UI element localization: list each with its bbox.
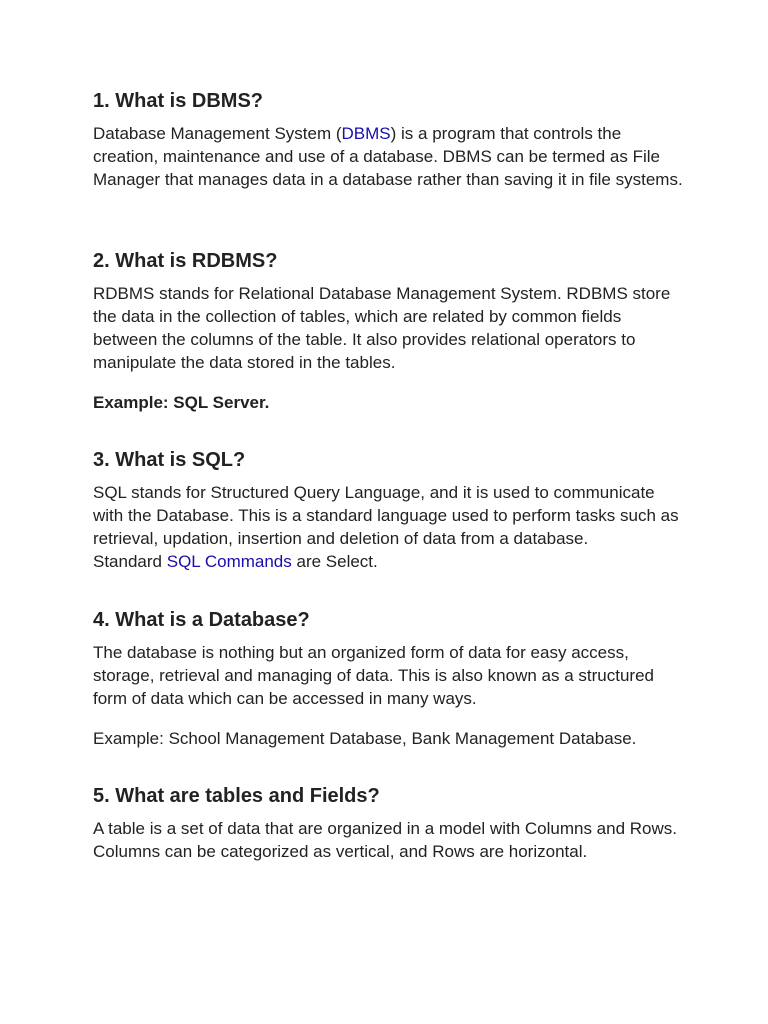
question-title: 3. What is SQL? bbox=[93, 449, 246, 471]
question-title: 1. What is DBMS? bbox=[93, 90, 264, 112]
dbms-link[interactable]: DBMS bbox=[341, 124, 391, 143]
standard-text-part: Standard bbox=[93, 552, 167, 571]
answer-text: RDBMS stands for Relational Database Management System. RDBMS store the data in the collection of tables, which are related by common fields between the columns of the table. It also provides relational operators to manipulate the data stored in the tables. bbox=[93, 284, 671, 372]
standard-commands-text bbox=[93, 550, 683, 573]
question-title: 5. What are tables and Fields? bbox=[93, 785, 380, 807]
question-title: 2. What is RDBMS? bbox=[93, 250, 278, 272]
question-title: 4. What is a Database? bbox=[93, 609, 310, 631]
example-text: Example: SQL Server. bbox=[93, 393, 270, 412]
section-database bbox=[93, 607, 683, 750]
section-rdbms bbox=[93, 248, 683, 414]
sql-commands-link[interactable]: SQL Commands bbox=[166, 552, 292, 571]
section-dbms bbox=[93, 88, 683, 191]
answer-text-part: Database Management System ( bbox=[93, 124, 342, 143]
section-tables-fields bbox=[93, 783, 683, 863]
answer-text: A table is a set of data that are organized in a model with Columns and Rows. Columns can be categorized as vertical, and Rows are horizontal. bbox=[93, 819, 677, 861]
document-page bbox=[93, 88, 683, 863]
answer-text bbox=[93, 122, 683, 191]
standard-text-part: are Select. bbox=[291, 552, 378, 571]
answer-text: The database is nothing but an organized form of data for easy access, storage, retrieval and managing of data. This is also known as a structured form of data which can be accessed in many ways. bbox=[93, 643, 654, 708]
answer-text: SQL stands for Structured Query Language, and it is used to communicate with the Database. This is a standard language used to perform tasks such as retrieval, updation, insertion and deletion of data from a database. bbox=[93, 483, 679, 548]
example-text: Example: School Management Database, Bank Management Database. bbox=[93, 729, 637, 748]
answer-text-part: ) is a program that controls the creation, maintenance and use of a database. DBMS can be termed as File Manager that manages data in a database rather than saving it in file systems. bbox=[93, 124, 683, 189]
section-sql bbox=[93, 447, 683, 573]
